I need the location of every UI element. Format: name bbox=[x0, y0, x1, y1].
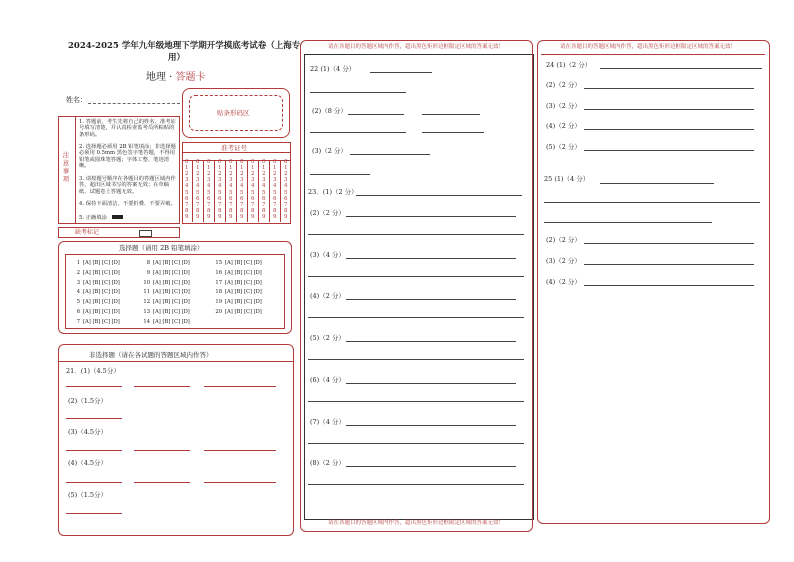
exam-id-digit-bubble[interactable]: 1 bbox=[262, 165, 266, 172]
q21-1-line-a[interactable] bbox=[66, 386, 122, 387]
choice-item[interactable] bbox=[140, 261, 190, 266]
exam-id-digit-bubble[interactable]: 5 bbox=[240, 189, 244, 196]
choice-item[interactable] bbox=[70, 290, 120, 295]
exam-id-digit-bubble[interactable]: 6 bbox=[185, 195, 189, 202]
notice-3: 3. 请按题号顺序在各题目的答题区域内作答，超出区域书写的答案无效；在草稿纸、试题卷上答题无效。 bbox=[79, 176, 176, 195]
q23-answer-line[interactable] bbox=[308, 234, 524, 235]
choice-item[interactable] bbox=[70, 320, 120, 325]
exam-id-digit-bubble[interactable]: 9 bbox=[284, 213, 288, 220]
q23-answer-line[interactable] bbox=[346, 425, 516, 426]
q23-1-label: 23．(1)（2 分） bbox=[308, 188, 358, 196]
q22-3-label: (3)（2 分） bbox=[312, 147, 347, 155]
q25-answer-line[interactable] bbox=[584, 264, 754, 265]
choice-options[interactable]: [A] [B] [C] [D] bbox=[153, 299, 190, 306]
choice-options[interactable]: [A] [B] [C] [D] bbox=[153, 309, 190, 315]
q21-4-line-a[interactable] bbox=[66, 482, 122, 483]
exam-id-column[interactable] bbox=[182, 160, 193, 222]
q25-answer-line[interactable] bbox=[584, 285, 754, 286]
exam-id-digit-bubble[interactable]: 5 bbox=[218, 189, 222, 196]
exam-id-digit-bubble[interactable]: 8 bbox=[207, 207, 211, 214]
choice-number: 12 bbox=[143, 299, 150, 306]
choice-item[interactable] bbox=[70, 281, 120, 286]
choice-item[interactable] bbox=[212, 310, 262, 315]
exam-id-digit-bubble[interactable]: 9 bbox=[240, 213, 244, 220]
choice-options[interactable]: [A] [B] [C] [D] bbox=[225, 299, 262, 306]
exam-id-digit-bubble[interactable]: 1 bbox=[196, 165, 200, 172]
exam-id-digit-bubble[interactable]: 2 bbox=[218, 171, 222, 178]
q24-1-label: 24 (1)（2 分） bbox=[546, 61, 592, 69]
q25-sub-label: (3)（2 分） bbox=[546, 257, 581, 265]
exam-id-digit-bubble[interactable]: 7 bbox=[207, 201, 211, 208]
q24-sub-label: (4)（2 分） bbox=[546, 122, 581, 130]
q21-5-line[interactable] bbox=[66, 513, 122, 514]
q24-1-line[interactable] bbox=[600, 68, 762, 69]
choice-item[interactable] bbox=[212, 261, 262, 266]
exam-id-column[interactable] bbox=[248, 160, 259, 222]
exam-id-digit-bubble[interactable]: 0 bbox=[262, 159, 266, 165]
q21-3-label: (3)（4.5分） bbox=[68, 428, 108, 436]
exam-id-digit-bubble[interactable]: 6 bbox=[273, 195, 277, 202]
absent-label: 缺考标记 bbox=[75, 229, 100, 236]
q23-answer-line[interactable] bbox=[308, 443, 524, 444]
notice-box bbox=[58, 116, 180, 224]
q23-answer-line[interactable] bbox=[308, 317, 524, 318]
choice-options[interactable]: [A] [B] [C] [D] bbox=[83, 279, 120, 286]
choice-number: 16 bbox=[215, 269, 222, 276]
exam-id-digit-bubble[interactable]: 0 bbox=[218, 159, 222, 165]
exam-id-digit-bubble[interactable]: 6 bbox=[240, 195, 244, 202]
exam-id-digit-bubble[interactable]: 3 bbox=[251, 177, 255, 184]
exam-id-digit-bubble[interactable]: 1 bbox=[273, 165, 277, 172]
choice-item[interactable] bbox=[140, 320, 190, 325]
exam-id-digit-bubble[interactable]: 7 bbox=[240, 201, 244, 208]
answer-card-label: 答题卡 bbox=[175, 72, 206, 83]
q23-answer-line[interactable] bbox=[346, 466, 516, 467]
choice-title: 选择题（请用 2B 铅笔填涂） bbox=[119, 244, 204, 252]
middle-warning-bottom: 请在各题目的答题区域内作答，超出黑色矩形边框限定区域的答案无效！ bbox=[328, 520, 505, 526]
barcode-area bbox=[182, 88, 290, 138]
exam-id-digit-bubble[interactable]: 0 bbox=[196, 159, 200, 165]
q23-sub-label: (8)（2 分） bbox=[310, 459, 345, 468]
exam-id-digit-bubble[interactable]: 7 bbox=[218, 201, 222, 208]
exam-id-digit-bubble[interactable]: 1 bbox=[251, 165, 255, 172]
exam-id-digit-bubble[interactable]: 5 bbox=[185, 189, 189, 196]
q22-2-line-b[interactable] bbox=[422, 114, 480, 115]
exam-id-digit-bubble[interactable]: 4 bbox=[273, 183, 277, 190]
exam-id-digit-bubble[interactable]: 2 bbox=[229, 171, 233, 178]
q22-2-line-d[interactable] bbox=[422, 132, 484, 133]
q23-sub-label: (2)（2 分） bbox=[310, 209, 345, 217]
exam-id-digit-bubble[interactable]: 4 bbox=[196, 183, 200, 190]
exam-id-column[interactable] bbox=[204, 160, 215, 222]
exam-id-digit-bubble[interactable]: 9 bbox=[229, 213, 233, 220]
q23-1-line[interactable] bbox=[356, 195, 522, 196]
page-title-cont: 用） bbox=[168, 53, 186, 63]
exam-id-digit-bubble[interactable]: 8 bbox=[240, 207, 244, 214]
choice-options[interactable]: [A] [B] [C] [D] bbox=[225, 269, 262, 276]
choice-options[interactable]: [A] [B] [C] [D] bbox=[225, 289, 262, 296]
exam-id-digit-bubble[interactable]: 4 bbox=[240, 183, 244, 190]
q21-2-label: (2)（1.5分） bbox=[68, 397, 108, 405]
barcode-label: 贴条形码区 bbox=[217, 109, 250, 117]
exam-id-digit-bubble[interactable]: 9 bbox=[251, 213, 255, 220]
q24-sub-label: (2)（2 分） bbox=[546, 81, 581, 89]
exam-id-digit-bubble[interactable]: 2 bbox=[273, 171, 277, 178]
exam-id-column[interactable] bbox=[237, 160, 248, 222]
choice-number: 7 bbox=[76, 318, 80, 325]
exam-id-digit-bubble[interactable]: 1 bbox=[284, 165, 288, 172]
exam-id-digit-bubble[interactable]: 6 bbox=[196, 195, 200, 202]
choice-number: 2 bbox=[76, 269, 80, 276]
q24-answer-line[interactable] bbox=[584, 150, 754, 151]
name-field[interactable] bbox=[88, 103, 180, 104]
choice-number: 4 bbox=[76, 289, 80, 296]
exam-id-digit-bubble[interactable]: 9 bbox=[207, 213, 211, 220]
choice-number: 1 bbox=[76, 260, 80, 266]
exam-id-digit-bubble[interactable]: 6 bbox=[284, 195, 288, 202]
q25-1-label: 25 (1)（4 分） bbox=[544, 175, 590, 183]
exam-id-column[interactable] bbox=[193, 160, 204, 222]
q25-1-line-b[interactable] bbox=[544, 202, 760, 203]
q23-answer-line[interactable] bbox=[308, 484, 524, 485]
exam-id-column[interactable] bbox=[226, 160, 237, 222]
right-inner-border bbox=[541, 54, 765, 57]
exam-id-digit-bubble[interactable]: 4 bbox=[284, 183, 288, 190]
exam-id-digit-bubble[interactable]: 5 bbox=[229, 189, 233, 196]
choice-options[interactable]: [A] [B] [C] [D] bbox=[225, 279, 262, 286]
exam-id-digit-bubble[interactable]: 8 bbox=[196, 207, 200, 214]
q22-2-line-c[interactable] bbox=[310, 132, 406, 133]
subject-heading bbox=[146, 68, 206, 83]
q21-3-line-b[interactable] bbox=[134, 450, 190, 451]
q24-answer-line[interactable] bbox=[584, 88, 754, 89]
choice-options[interactable]: [A] [B] [C] [D] bbox=[225, 309, 262, 315]
exam-id-digit-bubble[interactable]: 7 bbox=[251, 201, 255, 208]
q23-answer-line[interactable] bbox=[346, 258, 516, 259]
exam-id-digit-bubble[interactable]: 8 bbox=[284, 207, 288, 214]
q24-sub-label: (3)（2 分） bbox=[546, 101, 581, 110]
choice-item[interactable] bbox=[140, 271, 190, 276]
exam-id-digit-bubble[interactable]: 1 bbox=[218, 165, 222, 172]
choice-item[interactable] bbox=[70, 300, 120, 305]
q21-5-label: (5)（1.5分） bbox=[68, 491, 108, 499]
exam-id-digit-bubble[interactable]: 8 bbox=[185, 207, 189, 214]
choice-number: 11 bbox=[143, 289, 150, 296]
q23-answer-line[interactable] bbox=[346, 216, 516, 217]
exam-id-digit-bubble[interactable]: 1 bbox=[229, 165, 233, 172]
choice-item[interactable] bbox=[140, 281, 190, 286]
q22-1-label: 22 (1)（4 分） bbox=[310, 65, 356, 73]
q21-4-line-c[interactable] bbox=[204, 482, 276, 483]
q21-1-label: 21．(1)（4.5分） bbox=[66, 367, 120, 375]
exam-id-column[interactable] bbox=[270, 160, 281, 222]
exam-id-digit-bubble[interactable]: 8 bbox=[273, 207, 277, 214]
choice-number: 3 bbox=[76, 279, 80, 286]
q23-answer-line[interactable] bbox=[346, 383, 516, 384]
exam-id-digit-bubble[interactable]: 0 bbox=[251, 159, 255, 165]
q23-sub-label: (7)（4 分） bbox=[310, 417, 345, 426]
exam-id-digit-bubble[interactable]: 4 bbox=[229, 183, 233, 190]
exam-id-digit-bubble[interactable]: 8 bbox=[262, 207, 266, 214]
choice-number: 14 bbox=[143, 318, 150, 325]
exam-id-digit-bubble[interactable]: 4 bbox=[207, 183, 211, 190]
exam-id-label: 准考证号 bbox=[221, 144, 247, 152]
q23-answer-line[interactable] bbox=[308, 401, 524, 402]
exam-id-digit-bubble[interactable]: 5 bbox=[262, 189, 266, 196]
q25-1-line-c[interactable] bbox=[544, 222, 712, 223]
choice-item[interactable] bbox=[70, 310, 120, 315]
q23-sub-label: (3)（4 分） bbox=[310, 250, 345, 259]
choice-number: 9 bbox=[146, 269, 150, 276]
q22-1-line-b[interactable] bbox=[310, 92, 406, 93]
choice-options[interactable]: [A] [B] [C] [D] bbox=[83, 269, 120, 276]
choice-item[interactable] bbox=[140, 290, 190, 295]
choice-number: 13 bbox=[143, 309, 150, 315]
notice-1: 1. 答题前，考生先将自己的姓名、准考证号填写清楚，并认真检查监考员所粘贴的条形码。 bbox=[79, 119, 176, 138]
exam-id-digit-bubble[interactable]: 7 bbox=[185, 201, 189, 208]
exam-id-digit-grid[interactable] bbox=[182, 160, 291, 222]
exam-id-digit-bubble[interactable]: 8 bbox=[218, 207, 222, 214]
choice-options[interactable]: [A] [B] [C] [D] bbox=[83, 299, 120, 306]
q21-2-line[interactable] bbox=[66, 418, 122, 419]
choice-item[interactable] bbox=[212, 300, 262, 305]
exam-id-digit-bubble[interactable]: 6 bbox=[251, 195, 255, 202]
exam-id-column[interactable] bbox=[215, 160, 226, 222]
exam-id-digit-bubble[interactable]: 4 bbox=[251, 183, 255, 190]
q23-sub-label: (6)（4 分） bbox=[310, 375, 345, 384]
q24-answer-line[interactable] bbox=[584, 129, 754, 130]
exam-id-digit-bubble[interactable]: 4 bbox=[185, 183, 189, 190]
q21-3-line-c[interactable] bbox=[204, 450, 276, 451]
subject-name: 地理 · bbox=[146, 72, 176, 83]
exam-id-digit-bubble[interactable]: 3 bbox=[196, 177, 200, 184]
notice-5 bbox=[79, 215, 177, 221]
q23-sub-label: (4)（2 分） bbox=[310, 292, 345, 301]
choice-options[interactable]: [A] [B] [C] [D] bbox=[153, 269, 190, 276]
q22-1-line-a[interactable] bbox=[370, 72, 432, 73]
absent-box bbox=[58, 227, 180, 238]
middle-warning-top: 请在各题目的答题区域内作答，超出黑色矩形边框限定区域的答案无效！ bbox=[328, 44, 505, 50]
q23-answer-line[interactable] bbox=[308, 359, 524, 360]
choice-options[interactable]: [A] [B] [C] [D] bbox=[153, 318, 190, 325]
exam-id-digit-bubble[interactable]: 6 bbox=[207, 195, 211, 202]
exam-id-digit-bubble[interactable]: 5 bbox=[273, 189, 277, 196]
q24-sub-label: (5)（2 分） bbox=[546, 142, 581, 151]
exam-id-digit-bubble[interactable]: 0 bbox=[284, 159, 288, 165]
exam-id-digit-bubble[interactable]: 6 bbox=[218, 195, 222, 202]
q21-4-label: (4)（4.5分） bbox=[68, 459, 108, 467]
choice-item[interactable] bbox=[140, 310, 190, 315]
choice-options[interactable]: [A] [B] [C] [D] bbox=[225, 260, 262, 266]
exam-id-digit-bubble[interactable]: 5 bbox=[207, 189, 211, 196]
exam-id-digit-bubble[interactable]: 9 bbox=[185, 213, 189, 220]
exam-id-digit-bubble[interactable]: 2 bbox=[251, 171, 255, 178]
q25-1-line-a[interactable] bbox=[600, 183, 714, 184]
exam-id-digit-bubble[interactable]: 1 bbox=[207, 165, 211, 172]
exam-id-digit-bubble[interactable]: 0 bbox=[229, 159, 233, 165]
exam-id-digit-bubble[interactable]: 5 bbox=[284, 189, 288, 196]
choice-number: 19 bbox=[215, 299, 222, 306]
exam-id-digit-bubble[interactable]: 2 bbox=[262, 171, 266, 178]
q23-answer-line[interactable] bbox=[346, 299, 516, 300]
exam-id-digit-bubble[interactable]: 3 bbox=[185, 177, 189, 184]
choice-item[interactable] bbox=[212, 281, 262, 286]
notice-title: 注 意 事 项 bbox=[62, 151, 70, 183]
choice-number: 15 bbox=[215, 260, 222, 266]
exam-id-digit-bubble[interactable]: 2 bbox=[240, 171, 244, 178]
exam-id-digit-bubble[interactable]: 2 bbox=[284, 171, 288, 178]
q23-answer-line[interactable] bbox=[346, 341, 516, 342]
q22-2-line-a[interactable] bbox=[348, 114, 404, 115]
exam-id-digit-bubble[interactable]: 5 bbox=[251, 189, 255, 196]
exam-id-digit-bubble[interactable]: 1 bbox=[185, 165, 189, 172]
absent-checkbox[interactable] bbox=[139, 230, 152, 237]
exam-id-digit-bubble[interactable]: 0 bbox=[240, 159, 244, 165]
choice-options[interactable]: [A] [B] [C] [D] bbox=[83, 318, 120, 325]
exam-id-digit-bubble[interactable]: 3 bbox=[273, 177, 277, 184]
exam-id-digit-bubble[interactable]: 2 bbox=[196, 171, 200, 178]
q24-answer-line[interactable] bbox=[584, 109, 754, 110]
exam-id-digit-bubble[interactable]: 5 bbox=[196, 189, 200, 196]
choice-options[interactable]: [A] [B] [C] [D] bbox=[83, 309, 120, 315]
exam-id-digit-bubble[interactable]: 9 bbox=[273, 213, 277, 220]
choice-options[interactable]: [A] [B] [C] [D] bbox=[153, 289, 190, 296]
exam-id-digit-bubble[interactable]: 3 bbox=[229, 177, 233, 184]
exam-id-column[interactable] bbox=[259, 160, 270, 222]
choice-number: 20 bbox=[215, 309, 222, 315]
exam-id-digit-bubble[interactable]: 9 bbox=[196, 213, 200, 220]
q22-3-line-b[interactable] bbox=[310, 174, 370, 175]
q22-2-label: (2)（8 分） bbox=[312, 107, 347, 115]
q25-answer-line[interactable] bbox=[584, 243, 754, 244]
exam-id-digit-bubble[interactable]: 0 bbox=[185, 159, 189, 165]
exam-id-digit-bubble[interactable]: 3 bbox=[262, 177, 266, 184]
exam-id-digit-bubble[interactable]: 3 bbox=[284, 177, 288, 184]
exam-id-digit-bubble[interactable]: 7 bbox=[229, 201, 233, 208]
choice-item[interactable] bbox=[140, 300, 190, 305]
choice-number: 8 bbox=[146, 260, 150, 266]
notice-5-text: 5. 正确填涂 bbox=[79, 215, 107, 221]
q25-sub-label: (2)（2 分） bbox=[546, 236, 581, 244]
exam-id-digit-bubble[interactable]: 7 bbox=[284, 201, 288, 208]
exam-id-digit-bubble[interactable]: 2 bbox=[185, 171, 189, 178]
exam-id-digit-bubble[interactable]: 7 bbox=[273, 201, 277, 208]
exam-id-digit-bubble[interactable]: 3 bbox=[218, 177, 222, 184]
choice-item[interactable] bbox=[70, 261, 120, 266]
exam-id-digit-bubble[interactable]: 2 bbox=[207, 171, 211, 178]
choice-number: 5 bbox=[76, 299, 80, 306]
name-label: 姓名： bbox=[66, 96, 87, 104]
choice-item[interactable] bbox=[212, 290, 262, 295]
q21-1-line-b[interactable] bbox=[134, 386, 190, 387]
choice-number: 17 bbox=[215, 279, 222, 286]
q25-sub-label: (4)（2 分） bbox=[546, 278, 581, 286]
choice-item[interactable] bbox=[212, 271, 262, 276]
right-warning-top: 请在各题目的答题区域内作答，超出黑色矩形边框限定区域的答案无效！ bbox=[560, 44, 737, 50]
exam-id-digit-bubble[interactable]: 7 bbox=[262, 201, 266, 208]
q21-1-line-c[interactable] bbox=[204, 386, 276, 387]
nonchoice-title: 非选择题（请在各试题的答题区域内作答） bbox=[89, 351, 213, 359]
page-title: 2024-2025 学年九年级地理下学期开学摸底考试卷（上海专 bbox=[68, 41, 301, 51]
q23-answer-line[interactable] bbox=[308, 276, 524, 277]
choice-number: 6 bbox=[76, 309, 80, 315]
exam-id-digit-bubble[interactable]: 8 bbox=[229, 207, 233, 214]
choice-options[interactable]: [A] [B] [C] [D] bbox=[83, 260, 120, 266]
choice-options[interactable]: [A] [B] [C] [D] bbox=[153, 279, 190, 286]
exam-id-digit-bubble[interactable]: 4 bbox=[218, 183, 222, 190]
exam-id-digit-bubble[interactable]: 6 bbox=[229, 195, 233, 202]
exam-id-digit-bubble[interactable]: 3 bbox=[240, 177, 244, 184]
choice-options[interactable]: [A] [B] [C] [D] bbox=[83, 289, 120, 296]
q23-sub-label: (5)（2 分） bbox=[310, 334, 345, 343]
choice-number: 10 bbox=[143, 279, 150, 286]
notice-4: 4. 保持卡面清洁，不要折叠、不要弄破。 bbox=[79, 201, 176, 207]
q21-4-line-b[interactable] bbox=[134, 482, 190, 483]
choice-item[interactable] bbox=[70, 271, 120, 276]
exam-id-digit-bubble[interactable]: 9 bbox=[262, 213, 266, 220]
choice-number: 18 bbox=[215, 289, 222, 296]
exam-id-digit-bubble[interactable]: 0 bbox=[273, 159, 277, 165]
filled-example bbox=[112, 215, 123, 219]
exam-id-digit-bubble[interactable]: 1 bbox=[240, 165, 244, 172]
q22-3-line-a[interactable] bbox=[350, 154, 430, 155]
exam-id-digit-bubble[interactable]: 6 bbox=[262, 195, 266, 202]
q21-3-line-a[interactable] bbox=[66, 450, 122, 451]
exam-id-digit-bubble[interactable]: 0 bbox=[207, 159, 211, 165]
exam-id-digit-bubble[interactable]: 3 bbox=[207, 177, 211, 184]
exam-id-column[interactable] bbox=[281, 160, 292, 222]
notice-2: 2. 选择题必须用 2B 铅笔填涂；非选择题必须用 0.5mm 黑色签字笔答题，不得用铅笔或圆珠笔答题；字体工整、笔迹清晰。 bbox=[79, 144, 176, 170]
exam-id-digit-bubble[interactable]: 7 bbox=[196, 201, 200, 208]
exam-id-digit-bubble[interactable]: 4 bbox=[262, 183, 266, 190]
choice-options[interactable]: [A] [B] [C] [D] bbox=[153, 260, 190, 266]
exam-id-digit-bubble[interactable]: 9 bbox=[218, 213, 222, 220]
exam-id-digit-bubble[interactable]: 8 bbox=[251, 207, 255, 214]
